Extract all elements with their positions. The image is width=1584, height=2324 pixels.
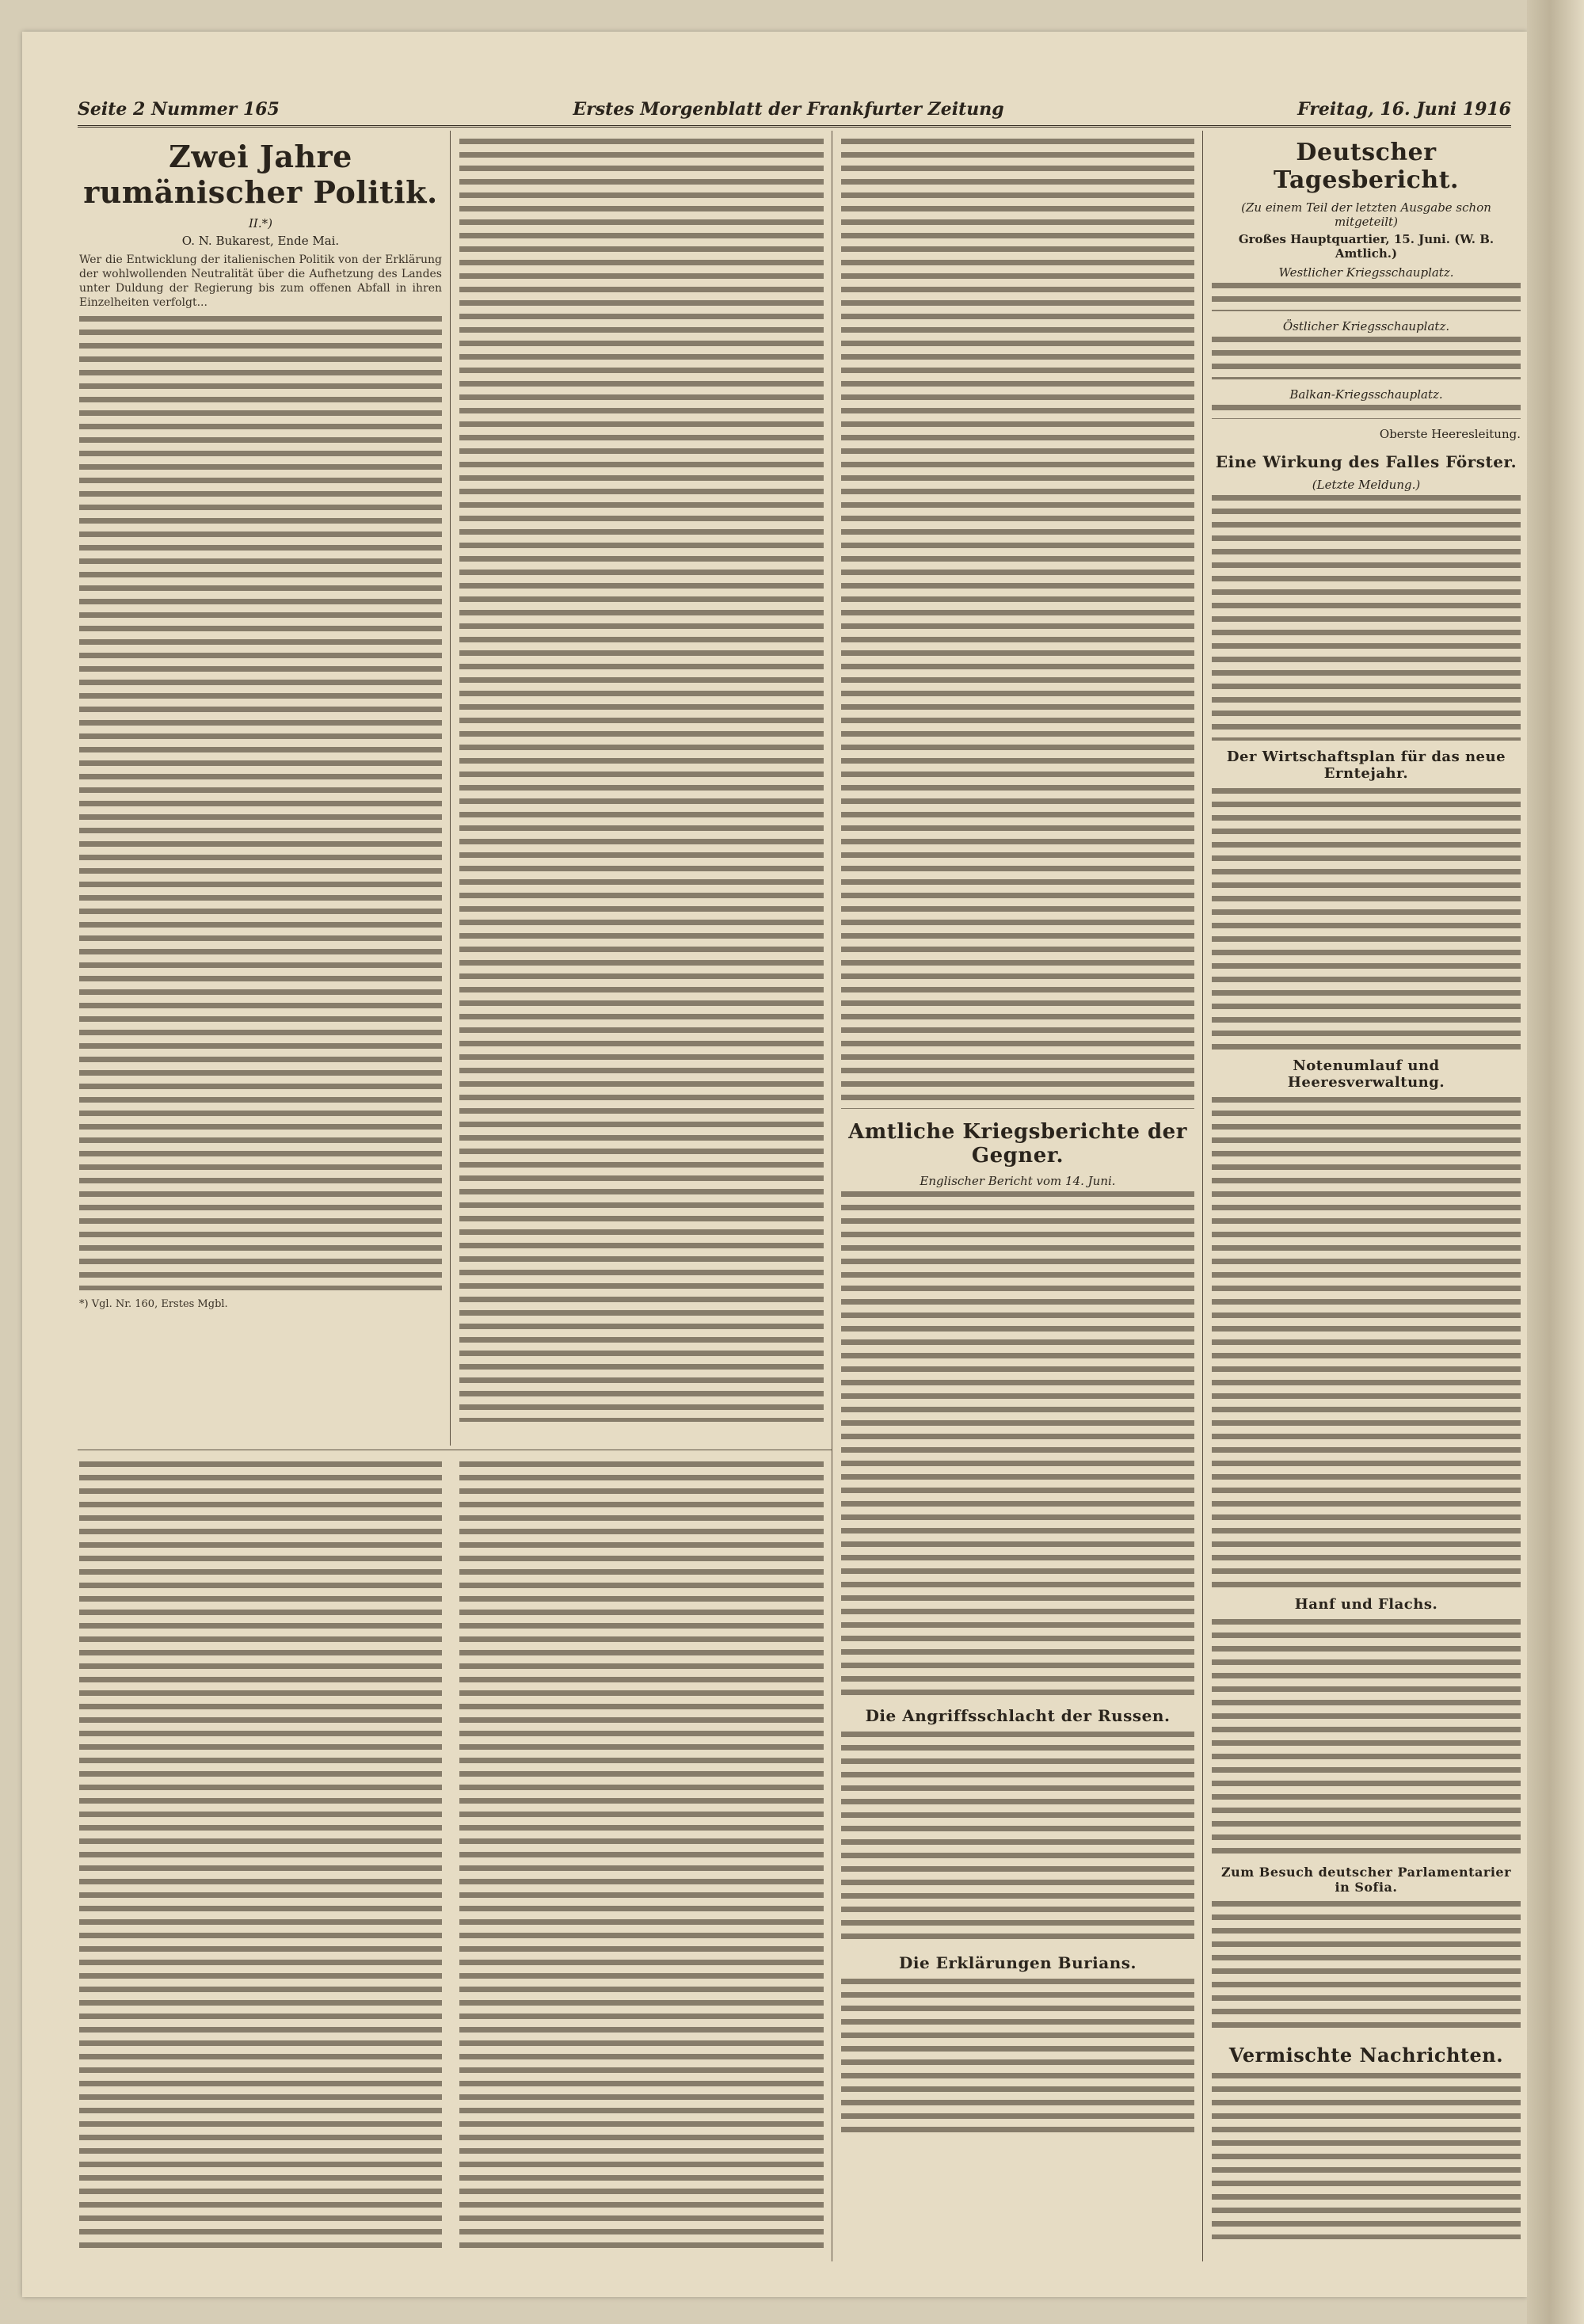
issue-date: Freitag, 16. Juni 1916 xyxy=(1297,99,1511,120)
article-body-text xyxy=(1212,1619,1521,1857)
feuilleton-text xyxy=(79,1461,442,2254)
section-headline: Deutscher Tagesbericht. xyxy=(1274,139,1459,194)
article-dateline: O. N. Bukarest, Ende Mai. xyxy=(181,234,340,248)
section-headline: Eine Wirkung des Falles Förster. xyxy=(1215,452,1517,471)
feuilleton-left xyxy=(79,1461,442,2261)
section-headline: Die Erklärungen Burians. xyxy=(899,1953,1137,1972)
report-text xyxy=(841,1979,1194,2137)
article-body-text xyxy=(841,139,1194,1109)
report-signature: Oberste Heeresleitung. xyxy=(1379,427,1521,441)
article-body-text xyxy=(1212,495,1521,741)
section-headline: Die Angriffsschlacht der Russen. xyxy=(865,1706,1171,1725)
article-body-text xyxy=(1212,1097,1521,1588)
article-body-text xyxy=(79,316,442,1290)
column-rule xyxy=(450,131,451,1446)
report-text xyxy=(841,1191,1194,1698)
front-heading: Westlicher Kriegsschauplatz. xyxy=(1278,265,1454,280)
report-dateline: Großes Hauptquartier, 15. Juni. (W. B. Amtlich.) xyxy=(1238,232,1495,261)
war-reports-column xyxy=(841,139,1194,2261)
report-text xyxy=(1212,337,1521,379)
article-body-text xyxy=(1212,788,1521,1050)
article-body-text xyxy=(1212,1901,1521,2036)
section-headline: Hanf und Flachs. xyxy=(1294,1596,1438,1613)
lead-article xyxy=(79,139,442,1446)
report-heading: Englischer Bericht vom 14. Juni. xyxy=(920,1174,1116,1188)
news-column xyxy=(1212,139,1521,2261)
section-headline: Notenumlauf und Heeresverwaltung. xyxy=(1287,1057,1445,1091)
section-subline: (Letzte Meldung.) xyxy=(1312,478,1421,492)
article-intro: Wer die Entwicklung der italienischen Politik von der Erklärung der wohlwollenden Neutralität über die Aufhetzung des Landes unter Duldung der Regierung bis zum offenen Abfall in ihren Einzelheiten verfolgt... xyxy=(79,253,442,309)
front-heading: Balkan-Kriegsschauplatz. xyxy=(1289,387,1443,402)
adjacent-page-edge xyxy=(1527,0,1584,2324)
page-header xyxy=(78,93,1511,128)
masthead: Erstes Morgenblatt der Frankfurter Zeitung xyxy=(573,99,1004,120)
section-headline: Vermischte Nachrichten. xyxy=(1228,2044,1504,2067)
report-note: (Zu einem Teil der letzten Ausgabe schon mitgeteilt) xyxy=(1241,200,1491,229)
article-footnote: *) Vgl. Nr. 160, Erstes Mgbl. xyxy=(79,1298,228,1310)
article-part: II.*) xyxy=(249,216,272,230)
article-body-text xyxy=(459,139,824,1422)
article-headline: Zwei Jahre rumänischer Politik. xyxy=(83,139,438,210)
column-rule xyxy=(1202,131,1203,2261)
section-headline: Amtliche Kriegsberichte der Gegner. xyxy=(848,1120,1187,1168)
report-text xyxy=(1212,405,1521,419)
article-continuation xyxy=(459,139,824,1442)
feuilleton-text xyxy=(459,1461,824,2254)
section-headline: Zum Besuch deutscher Parlamentarier in Sofia. xyxy=(1220,1865,1511,1895)
feuilleton-right xyxy=(459,1461,824,2261)
page-number: Seite 2 Nummer 165 xyxy=(78,99,280,120)
front-heading: Östlicher Kriegsschauplatz. xyxy=(1282,319,1450,333)
section-headline: Der Wirtschaftsplan für das neue Erntejahr. xyxy=(1226,749,1506,782)
article-body-text xyxy=(1212,2073,1521,2239)
report-text xyxy=(841,1732,1194,1945)
newspaper-page xyxy=(22,32,1527,2297)
report-text xyxy=(1212,283,1521,311)
